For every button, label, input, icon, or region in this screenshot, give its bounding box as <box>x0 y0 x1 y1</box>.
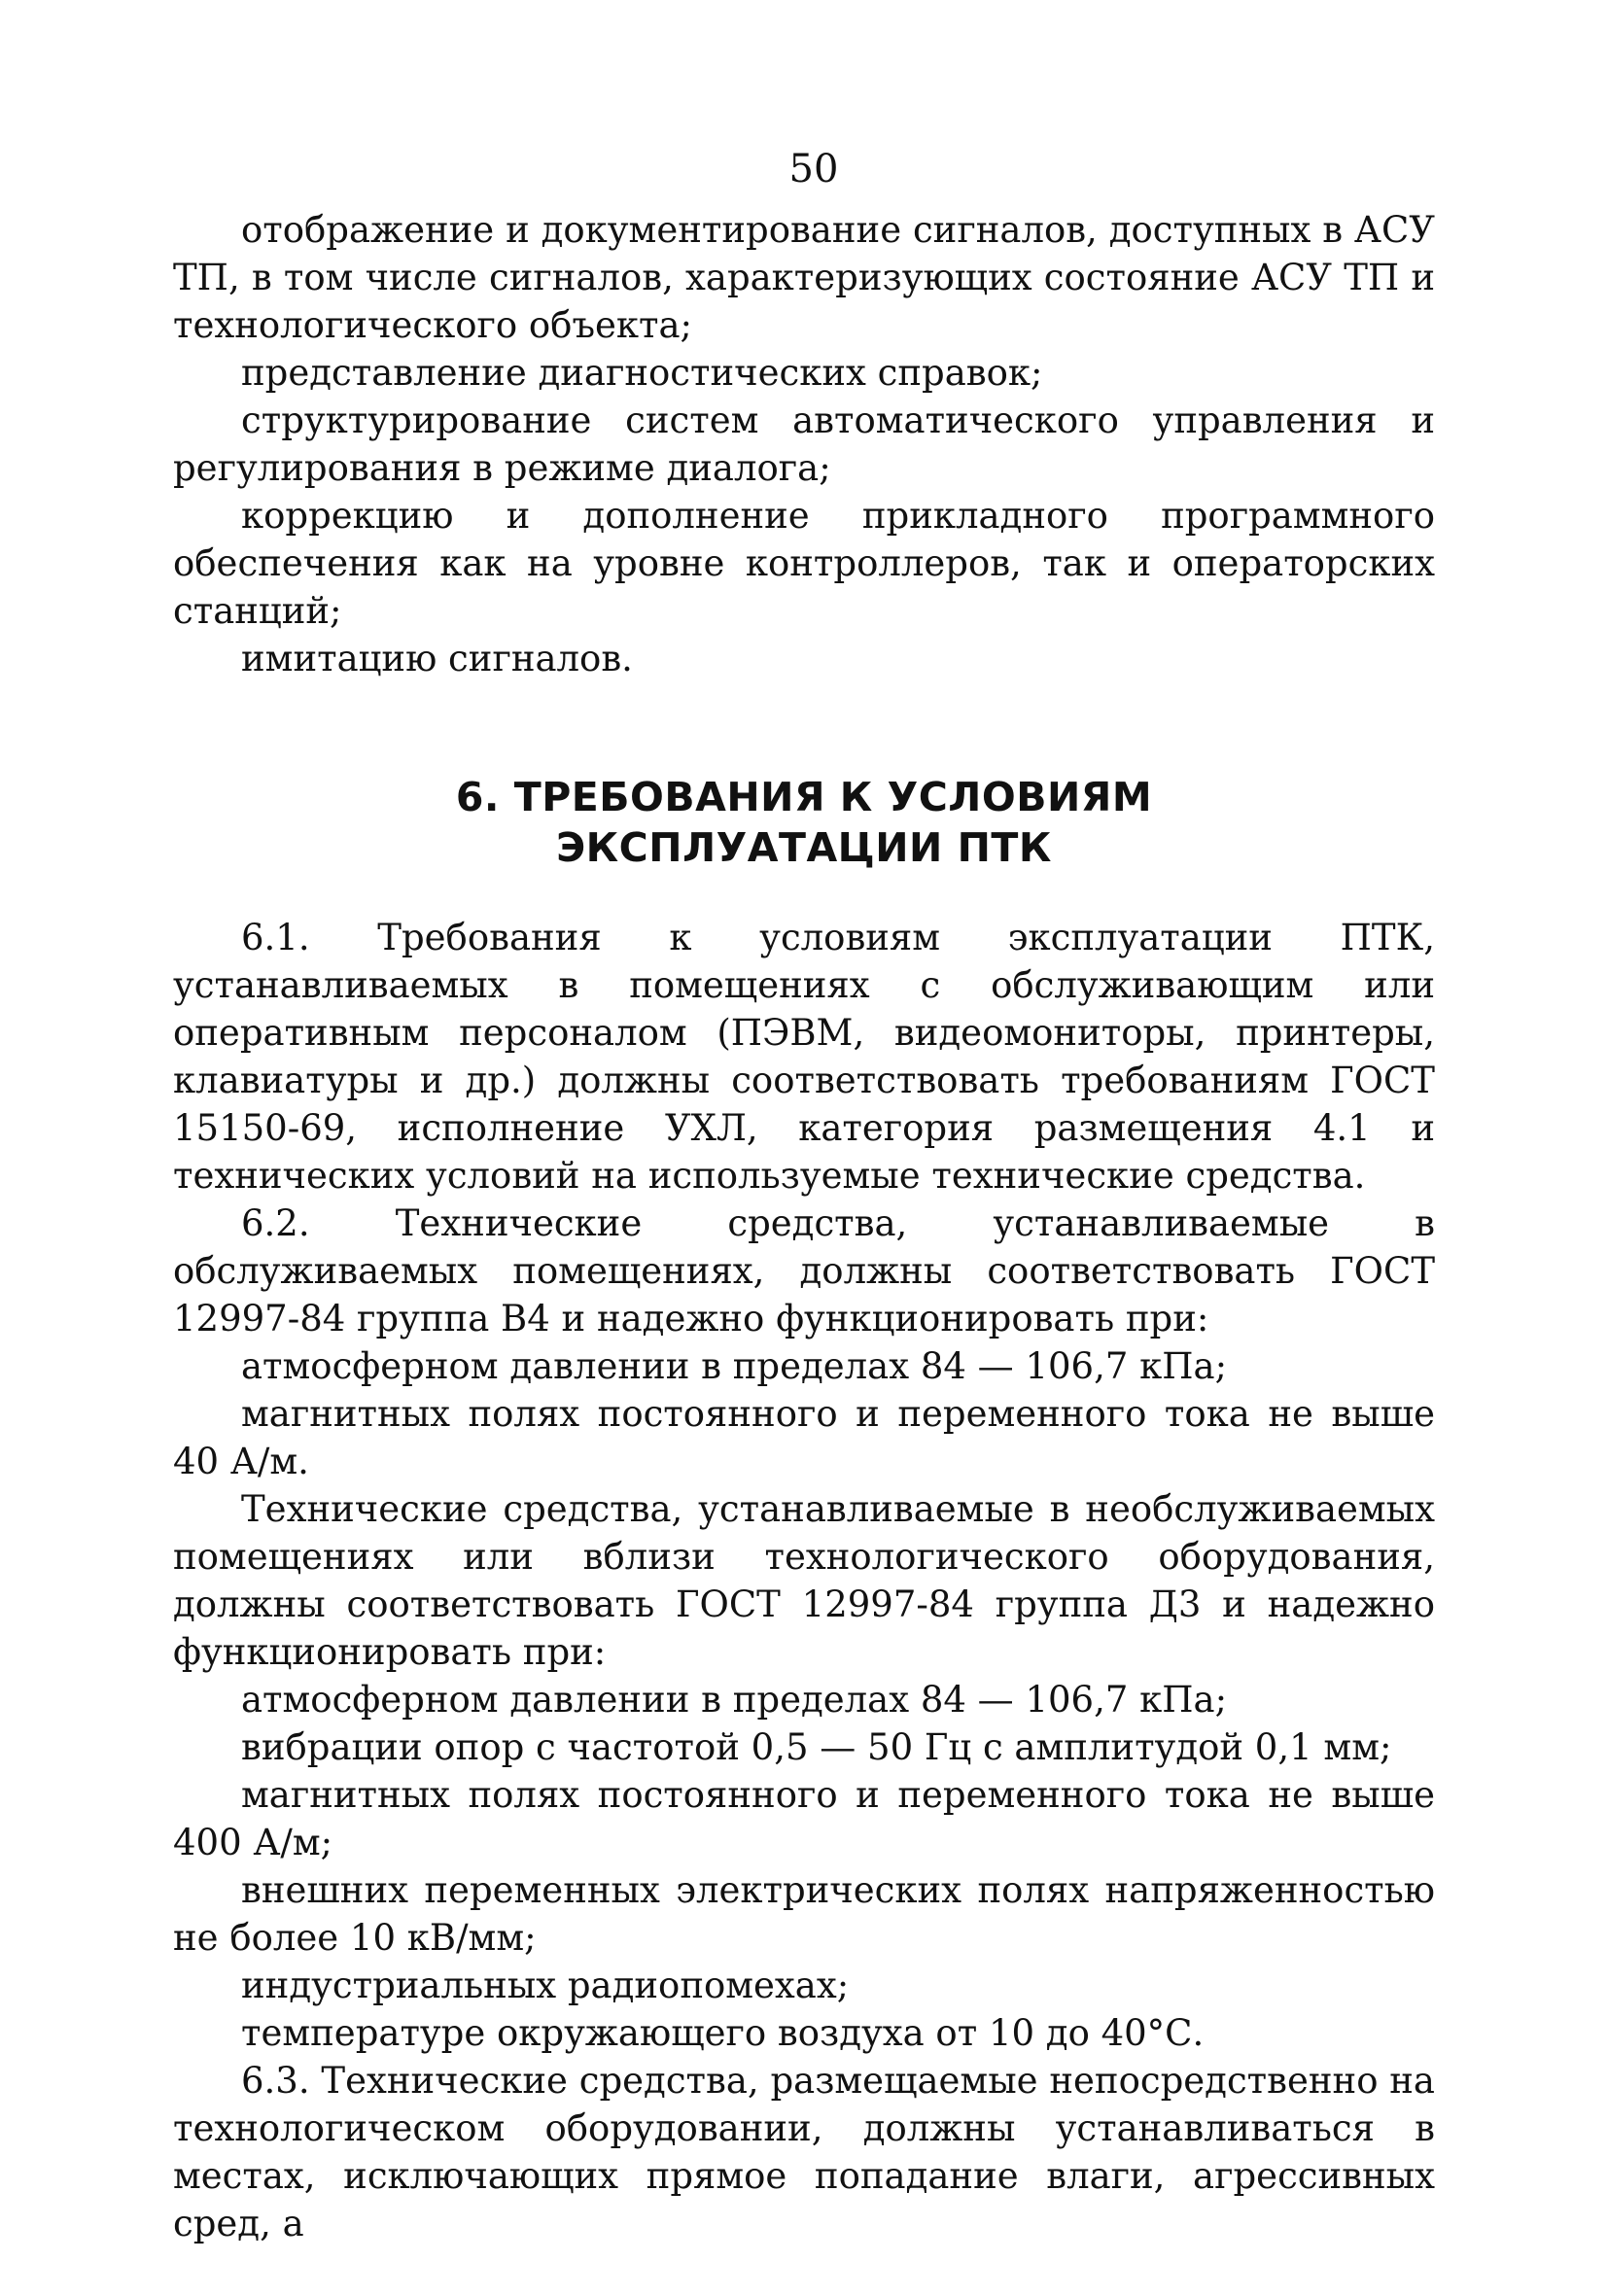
document-page <box>173 146 1435 2247</box>
list-item: индустриальных радиопомехах; <box>241 1965 850 2006</box>
list-item: температуре окружающего воздуха от 10 до 40°С. <box>241 2012 1205 2054</box>
list-item: магнитных полях постоянного и переменного тока не выше 40 А/м. <box>173 1393 1435 1482</box>
list-item: представление диагностических справок; <box>241 352 1043 394</box>
page-number: 50 <box>788 147 839 191</box>
list-item: имитацию сигналов. <box>241 638 633 679</box>
section-heading-line: ЭКСПЛУАТАЦИИ ПТК <box>556 824 1052 871</box>
clause-6-3: 6.3. Технические средства, размещаемые непосредственно на технологическом оборудовании, должны устанавливаться в местах, исключающих прямое попадание влаги, агрессивных сред, а <box>173 2060 1435 2244</box>
list-item: отображение и документирование сигналов, доступных в АСУ ТП, в том числе сигналов, характеризующих состояние АСУ ТП и технологического объекта; <box>173 209 1435 346</box>
paragraph: Технические средства, устанавливаемые в необслуживаемых помещениях или вблизи технологического оборудования, должны соответствовать ГОСТ 12997-84 группа Д3 и надежно функционировать при: <box>173 1488 1435 1673</box>
section-heading <box>173 772 1435 873</box>
section-heading-line: 6. ТРЕБОВАНИЯ К УСЛОВИЯМ <box>455 774 1153 820</box>
list-item: атмосферном давлении в пределах 84 — 106,7 кПа; <box>241 1345 1228 1387</box>
list-item: магнитных полях постоянного и переменного тока не выше 400 А/м; <box>173 1774 1435 1863</box>
clause-6-2: 6.2. Технические средства, устанавливаемые в обслуживаемых помещениях, должны соответствовать ГОСТ 12997-84 группа В4 и надежно функционировать при: <box>173 1202 1435 1339</box>
list-item: внешних переменных электрических полях напряженностью не более 10 кВ/мм; <box>173 1869 1435 1959</box>
clause-6-1: 6.1. Требования к условиям эксплуатации ПТК, устанавливаемых в помещениях с обслуживающим или оперативным персоналом (ПЭВМ, видеомониторы, принтеры, клавиатуры и др.) должны соответствовать требованиям ГОСТ 15150-69, исполнение УХЛ, категория размещения 4.1 и технических условий на используемые технические средства. <box>173 917 1435 1197</box>
list-item: атмосферном давлении в пределах 84 — 106,7 кПа; <box>241 1679 1228 1721</box>
list-item: структурирование систем автоматического управления и регулирования в режиме диалога; <box>173 400 1435 489</box>
list-item: коррекцию и дополнение прикладного программного обеспечения как на уровне контроллеров, так и операторских станций; <box>173 495 1435 632</box>
list-item: вибрации опор с частотой 0,5 — 50 Гц с амплитудой 0,1 мм; <box>241 1726 1392 1768</box>
